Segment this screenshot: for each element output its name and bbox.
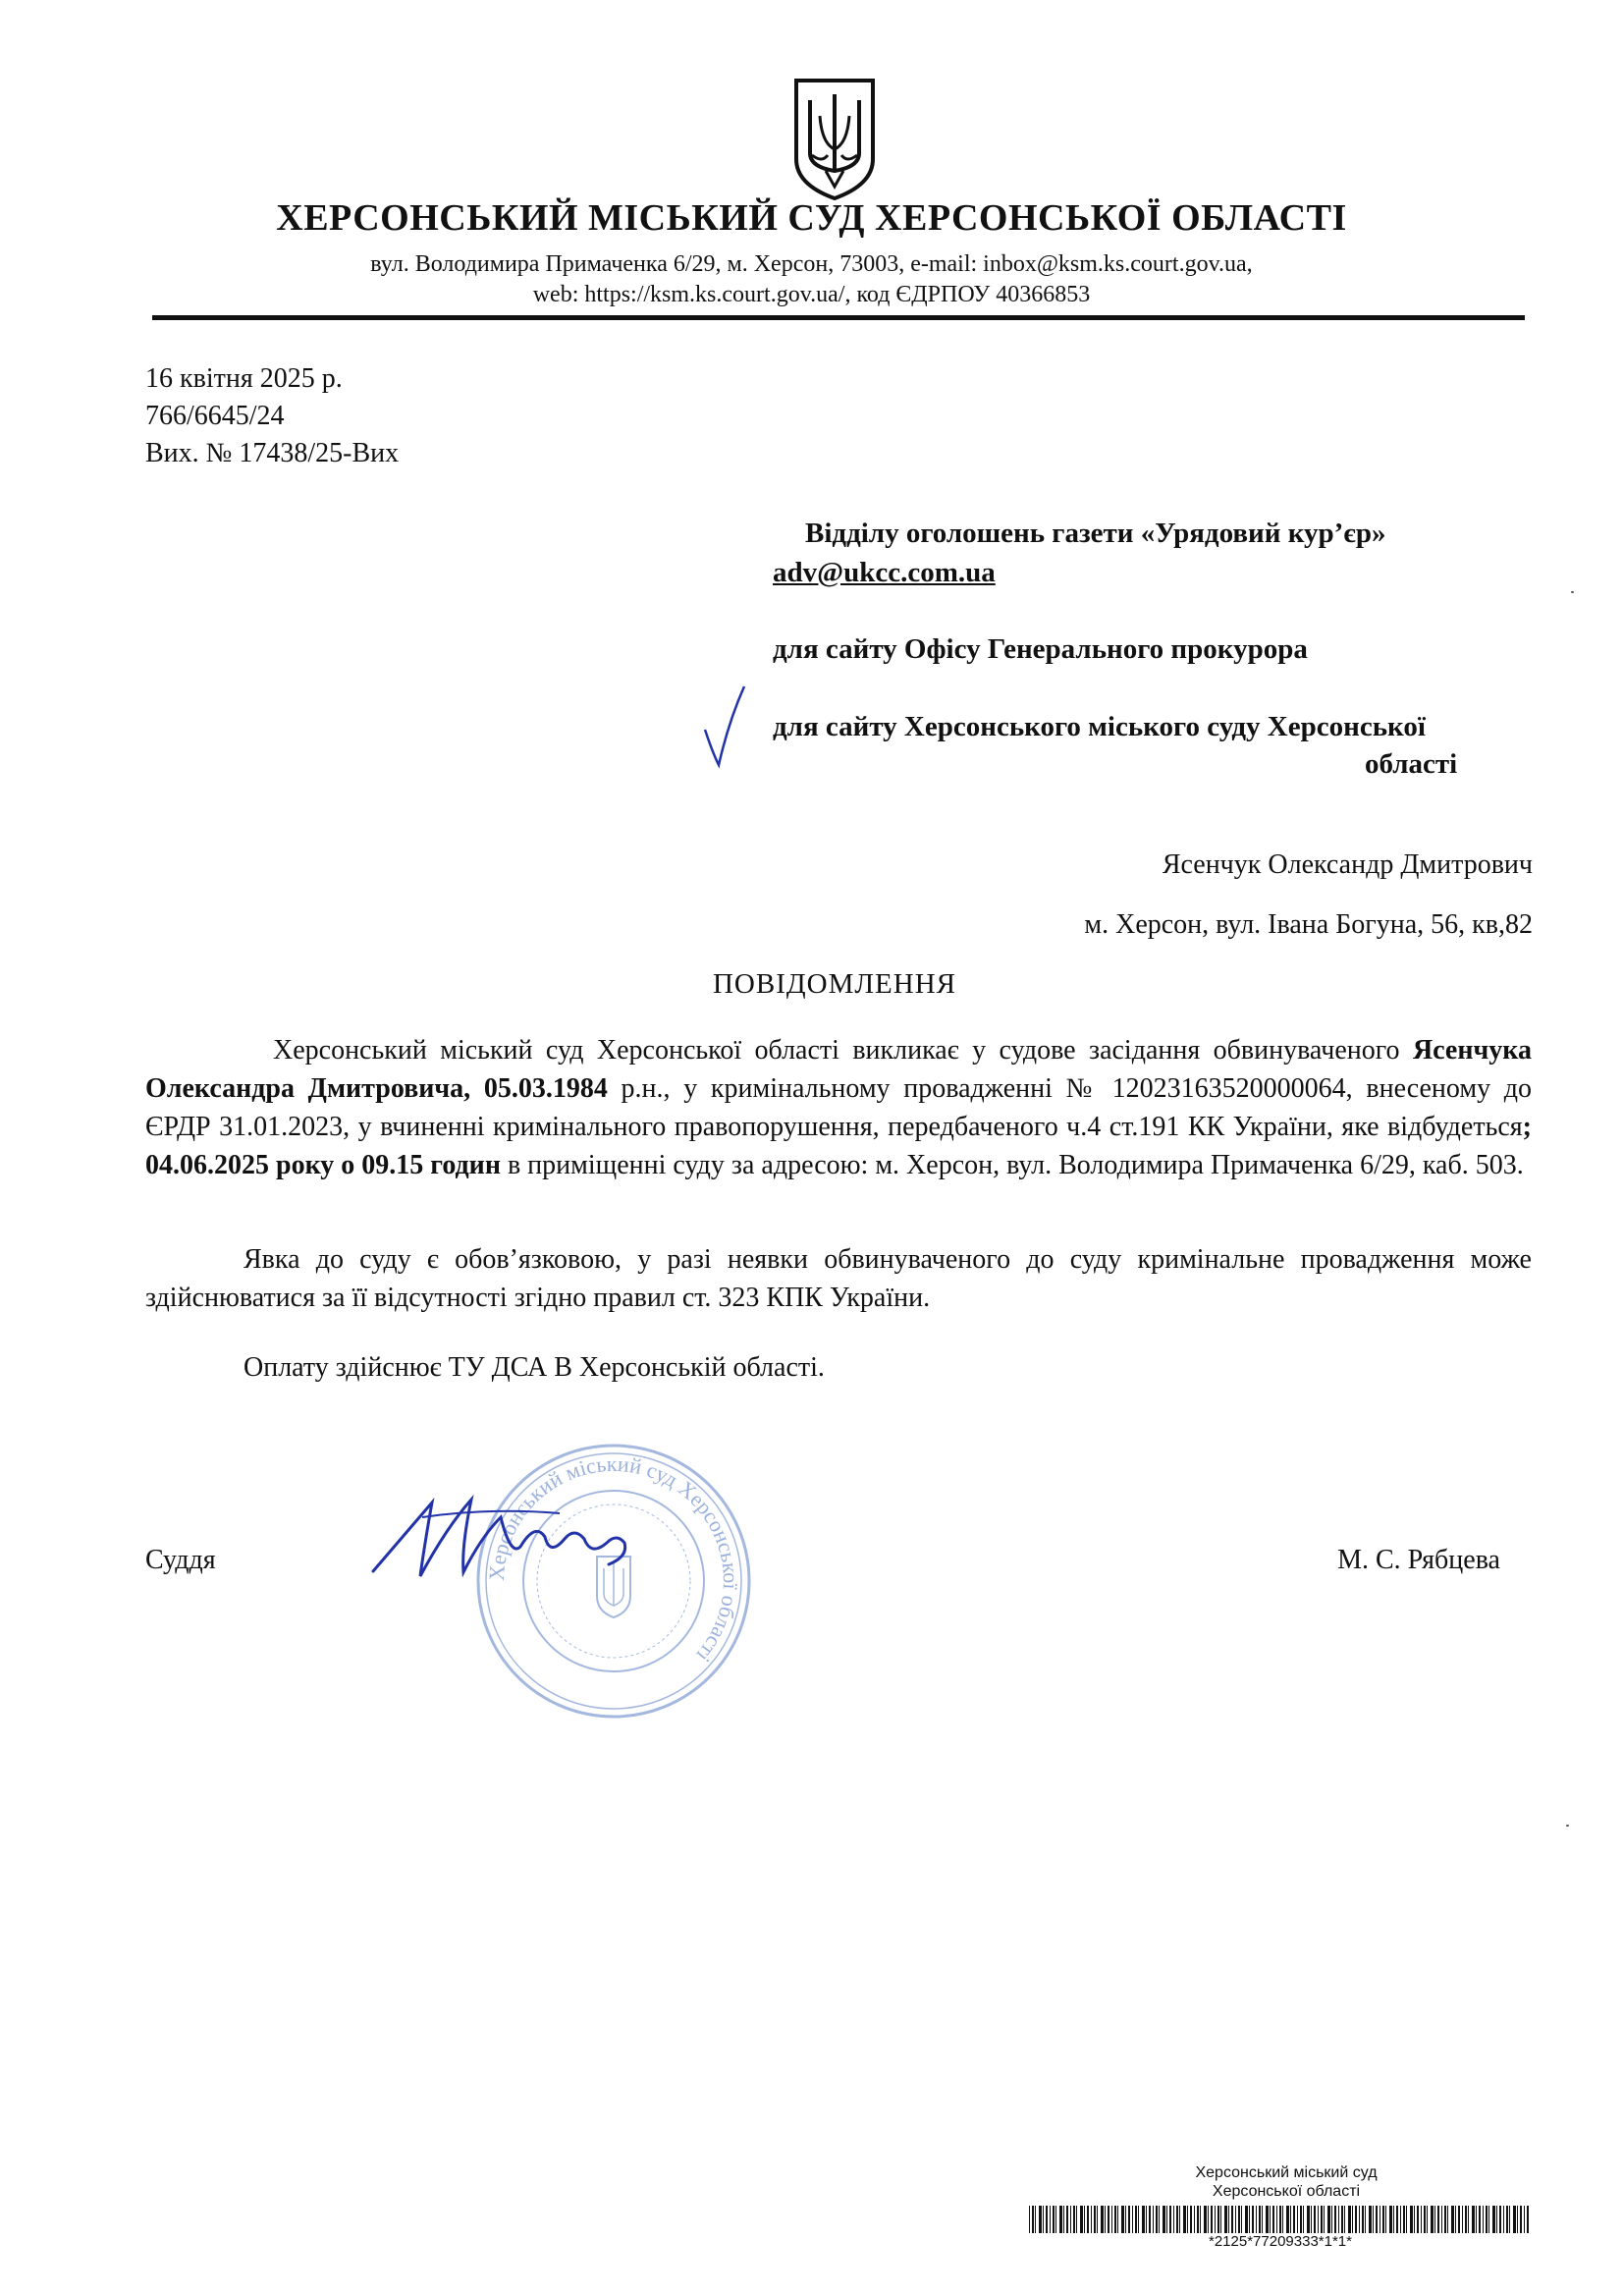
barcode-bar bbox=[1311, 2206, 1312, 2233]
header-divider bbox=[152, 315, 1525, 320]
barcode-bar bbox=[1111, 2206, 1112, 2233]
barcode-bar bbox=[1224, 2206, 1227, 2233]
barcode-bar bbox=[1431, 2206, 1434, 2233]
barcode-bar bbox=[1055, 2206, 1056, 2233]
barcode-bar bbox=[1039, 2206, 1042, 2233]
barcode-bar bbox=[1406, 2206, 1407, 2233]
barcode-bar bbox=[1334, 2206, 1336, 2233]
barcode-bar bbox=[1208, 2206, 1209, 2233]
barcode-bar bbox=[1046, 2206, 1048, 2233]
barcode-bar bbox=[1156, 2206, 1158, 2233]
barcode-bar bbox=[1279, 2206, 1281, 2233]
hearing-datetime: ; 04.06.2025 року о 09.15 годин bbox=[145, 1112, 1532, 1180]
barcode-court-label: Херсонський міський суд bbox=[1195, 2164, 1378, 2181]
barcode-bar bbox=[1441, 2206, 1442, 2233]
barcode-bar bbox=[1176, 2206, 1178, 2233]
barcode-bar bbox=[1238, 2206, 1240, 2233]
barcode-bar bbox=[1149, 2206, 1151, 2233]
barcode-bar bbox=[1341, 2206, 1343, 2233]
barcode-bar bbox=[1307, 2206, 1310, 2233]
barcode-bar bbox=[1043, 2206, 1044, 2233]
barcode-bar bbox=[1414, 2206, 1415, 2233]
barcode-bar bbox=[1355, 2206, 1357, 2233]
summons-text-b: р.н., у кримінальному провадженні № 12023163520000064, внесеному до ЄРДР 31.01.2023, у вчиненні кримінального правопорушення, передбаченого ч.4 ст.191 КК України, яке відбудеться bbox=[145, 1073, 1532, 1142]
recipient-newspaper: Відділу оголошень газети «Урядовий кур’єр» bbox=[805, 518, 1386, 549]
barcode-bar bbox=[1235, 2206, 1236, 2233]
barcode-bar bbox=[1262, 2206, 1263, 2233]
barcode-bar bbox=[1488, 2206, 1489, 2233]
barcode-bar bbox=[1297, 2206, 1298, 2233]
barcode-bar bbox=[1035, 2206, 1036, 2233]
barcode-bar bbox=[1073, 2206, 1075, 2233]
barcode-bar bbox=[1344, 2206, 1345, 2233]
barcode-bar bbox=[1101, 2206, 1104, 2233]
barcode-bar bbox=[1125, 2206, 1126, 2233]
barcode-bar bbox=[1365, 2206, 1366, 2233]
barcode-bar bbox=[1359, 2206, 1360, 2233]
court-web-line: web: https://ksm.ks.court.gov.ua/, код ЄДРПОУ 40366853 bbox=[532, 282, 1091, 307]
barcode-bar bbox=[1479, 2206, 1481, 2233]
barcode-bar bbox=[1444, 2206, 1446, 2233]
barcode-bar bbox=[1376, 2206, 1378, 2233]
barcode-bar bbox=[1476, 2206, 1477, 2233]
barcode-bar bbox=[1427, 2206, 1428, 2233]
court-address-line: вул. Володимира Примаченка 6/29, м. Херсон, 73003, e-mail: inbox@ksm.ks.court.gov.ua, bbox=[370, 251, 1253, 277]
barcode-bar bbox=[1513, 2206, 1516, 2233]
recipient-court-site: для сайту Херсонського міського суду Херсонської bbox=[773, 711, 1426, 742]
barcode-bar bbox=[1455, 2206, 1456, 2233]
document-title: ПОВІДОМЛЕННЯ bbox=[712, 968, 956, 1000]
barcode-bar bbox=[1228, 2206, 1229, 2233]
barcode-bar bbox=[1303, 2206, 1304, 2233]
summons-text-c: в приміщенні суду за адресою: м. Херсон, вул. Володимира Примаченка 6/29, каб. 503. bbox=[500, 1150, 1524, 1180]
barcode-bar bbox=[1527, 2206, 1529, 2233]
barcode-bar bbox=[1204, 2206, 1207, 2233]
barcode-bar bbox=[1241, 2206, 1242, 2233]
barcode-number: *2125*77209333*1*1* bbox=[1209, 2233, 1352, 2250]
barcode-bar bbox=[1050, 2206, 1051, 2233]
barcode-bar bbox=[1173, 2206, 1174, 2233]
barcode-bar bbox=[1194, 2206, 1195, 2233]
barcode-bar bbox=[1132, 2206, 1133, 2233]
barcode-bar bbox=[1249, 2206, 1250, 2233]
barcode-bar bbox=[1105, 2206, 1106, 2233]
barcode-bar bbox=[1259, 2206, 1261, 2233]
barcode-bar bbox=[1266, 2206, 1269, 2233]
barcode-bar bbox=[1472, 2206, 1475, 2233]
barcode-bar bbox=[1166, 2206, 1167, 2233]
barcode-bar bbox=[1352, 2206, 1353, 2233]
barcode-bar bbox=[1506, 2206, 1508, 2233]
barcode-bar bbox=[1520, 2206, 1522, 2233]
barcode-bar bbox=[1468, 2206, 1469, 2233]
barcode-bar bbox=[1389, 2206, 1392, 2233]
barcode-bar bbox=[1200, 2206, 1201, 2233]
barcode-bar bbox=[1091, 2206, 1092, 2233]
barcode-bar bbox=[1087, 2206, 1089, 2233]
recipient-email-link[interactable]: adv@ukcc.com.ua bbox=[773, 557, 996, 588]
barcode-bar bbox=[1290, 2206, 1291, 2233]
barcode-bar bbox=[1070, 2206, 1071, 2233]
payment-paragraph: Оплату здійснює ТУ ДСА В Херсонській області. bbox=[243, 1352, 825, 1383]
barcode-bar bbox=[1245, 2206, 1248, 2233]
barcode-bar bbox=[1451, 2206, 1454, 2233]
barcode-bar bbox=[1348, 2206, 1351, 2233]
barcode-bar bbox=[1396, 2206, 1398, 2233]
recipient-prosecutor-site: для сайту Офісу Генерального прокурора bbox=[773, 633, 1308, 665]
barcode-bar bbox=[1499, 2206, 1501, 2233]
recipient-court-site-cont: області bbox=[1365, 748, 1458, 780]
barcode-bar bbox=[1163, 2206, 1165, 2233]
barcode-bar bbox=[1385, 2206, 1386, 2233]
barcode-bar bbox=[1321, 2206, 1323, 2233]
barcode-bar bbox=[1059, 2206, 1062, 2233]
barcode-bar bbox=[1114, 2206, 1116, 2233]
barcode-bar bbox=[1369, 2206, 1372, 2233]
barcode-bar bbox=[1183, 2206, 1186, 2233]
barcode-bar bbox=[1159, 2206, 1160, 2233]
barcode-bar bbox=[1424, 2206, 1426, 2233]
barcode-bar bbox=[1153, 2206, 1154, 2233]
barcode-bar bbox=[1282, 2206, 1283, 2233]
svg-text:Херсонський міський суд Херсон: Херсонський міський суд Херсонської області bbox=[483, 1450, 744, 1667]
barcode-bar bbox=[1318, 2206, 1319, 2233]
barcode-bar bbox=[1108, 2206, 1109, 2233]
barcode-bar bbox=[1066, 2206, 1068, 2233]
barcode-bar bbox=[1327, 2206, 1330, 2233]
barcode-bar bbox=[1486, 2206, 1488, 2233]
outgoing-number: Вих. № 17438/25-Вих bbox=[145, 438, 400, 468]
barcode-bar bbox=[1293, 2206, 1295, 2233]
barcode-bar bbox=[1146, 2206, 1147, 2233]
barcode-bar bbox=[1076, 2206, 1077, 2233]
barcode-bar bbox=[1117, 2206, 1118, 2233]
barcode bbox=[1029, 2206, 1532, 2233]
addressee-address: м. Херсон, вул. Івана Богуна, 56, кв,82 bbox=[1084, 909, 1533, 940]
barcode-bar bbox=[1142, 2206, 1145, 2233]
judge-signature bbox=[363, 1478, 658, 1596]
barcode-bar bbox=[1097, 2206, 1098, 2233]
barcode-bar bbox=[1492, 2206, 1495, 2233]
barcode-bar bbox=[1190, 2206, 1192, 2233]
barcode-bar bbox=[1417, 2206, 1419, 2233]
barcode-bar bbox=[1400, 2206, 1401, 2233]
barcode-bar bbox=[1447, 2206, 1448, 2233]
barcode-bar bbox=[1517, 2206, 1518, 2233]
barcode-bar bbox=[1053, 2206, 1055, 2233]
coat-of-arms-icon bbox=[790, 77, 879, 202]
defendant-name: Ясенчука Олександра Дмитровича, 05.03.1984 bbox=[145, 1035, 1532, 1104]
barcode-bar bbox=[1382, 2206, 1384, 2233]
barcode-bar bbox=[1252, 2206, 1254, 2233]
attendance-paragraph: Явка до суду є обов’язковою, у разі неявки обвинуваченого до суду кримінальне провадження може здійснюватися за її відсутності згідно правил ст. 323 КПК України. bbox=[145, 1244, 1532, 1313]
court-name: ХЕРСОНСЬКИЙ МІСЬКИЙ СУД ХЕРСОНСЬКОЇ ОБЛАСТІ bbox=[276, 197, 1347, 239]
barcode-bar bbox=[1121, 2206, 1124, 2233]
barcode-bar bbox=[1276, 2206, 1277, 2233]
judge-role: Суддя bbox=[145, 1545, 216, 1575]
barcode-bar bbox=[1496, 2206, 1497, 2233]
barcode-bar bbox=[1462, 2206, 1463, 2233]
barcode-bar bbox=[1410, 2206, 1413, 2233]
addressee-name: Ясенчук Олександр Дмитрович bbox=[1162, 849, 1533, 880]
barcode-bar bbox=[1256, 2206, 1257, 2233]
document-date: 16 квітня 2025 р. bbox=[145, 363, 343, 394]
barcode-bar bbox=[1187, 2206, 1188, 2233]
barcode-bar bbox=[1217, 2206, 1219, 2233]
barcode-bar bbox=[1135, 2206, 1137, 2233]
scan-speck bbox=[1566, 1825, 1569, 1827]
barcode-bar bbox=[1324, 2206, 1325, 2233]
barcode-bar bbox=[1080, 2206, 1083, 2233]
barcode-bar bbox=[1272, 2206, 1274, 2233]
barcode-bar bbox=[1211, 2206, 1213, 2233]
scan-speck bbox=[1571, 591, 1574, 593]
barcode-bar bbox=[1393, 2206, 1394, 2233]
barcode-bar bbox=[1084, 2206, 1085, 2233]
barcode-bar bbox=[1138, 2206, 1139, 2233]
barcode-bar bbox=[1300, 2206, 1302, 2233]
barcode-bar bbox=[1458, 2206, 1460, 2233]
barcode-bar bbox=[1286, 2206, 1289, 2233]
barcode-bar bbox=[1029, 2206, 1030, 2233]
barcode-bar bbox=[1270, 2206, 1271, 2233]
barcode-bar bbox=[1483, 2206, 1484, 2233]
summons-text-a: Херсонський міський суд Херсонської області викликає у судове засідання обвинуваченого bbox=[273, 1035, 1413, 1066]
summons-paragraph bbox=[145, 1031, 1532, 1184]
barcode-bar bbox=[1373, 2206, 1374, 2233]
barcode-bar bbox=[1063, 2206, 1064, 2233]
barcode-bar bbox=[1503, 2206, 1504, 2233]
barcode-bar bbox=[1524, 2206, 1525, 2233]
checkmark-icon bbox=[699, 683, 750, 771]
barcode-bar bbox=[1231, 2206, 1233, 2233]
judge-name: М. С. Рябцева bbox=[1337, 1545, 1500, 1575]
barcode-bar bbox=[1179, 2206, 1180, 2233]
barcode-bar bbox=[1094, 2206, 1096, 2233]
barcode-bar bbox=[1197, 2206, 1199, 2233]
barcode-bar bbox=[1032, 2206, 1034, 2233]
barcode-bar bbox=[1434, 2206, 1435, 2233]
barcode-bar bbox=[1509, 2206, 1510, 2233]
barcode-bar bbox=[1338, 2206, 1339, 2233]
barcode-bar bbox=[1169, 2206, 1171, 2233]
barcode-bar bbox=[1421, 2206, 1422, 2233]
barcode-region-label: Херсонської області bbox=[1212, 2183, 1361, 2200]
barcode-bar bbox=[1437, 2206, 1439, 2233]
barcode-bar bbox=[1128, 2206, 1130, 2233]
barcode-bar bbox=[1465, 2206, 1467, 2233]
barcode-bar bbox=[1314, 2206, 1316, 2233]
barcode-bar bbox=[1362, 2206, 1364, 2233]
barcode-bar bbox=[1220, 2206, 1221, 2233]
case-number: 766/6645/24 bbox=[145, 401, 285, 431]
barcode-bar bbox=[1331, 2206, 1332, 2233]
barcode-bar bbox=[1403, 2206, 1405, 2233]
barcode-bar bbox=[1215, 2206, 1216, 2233]
